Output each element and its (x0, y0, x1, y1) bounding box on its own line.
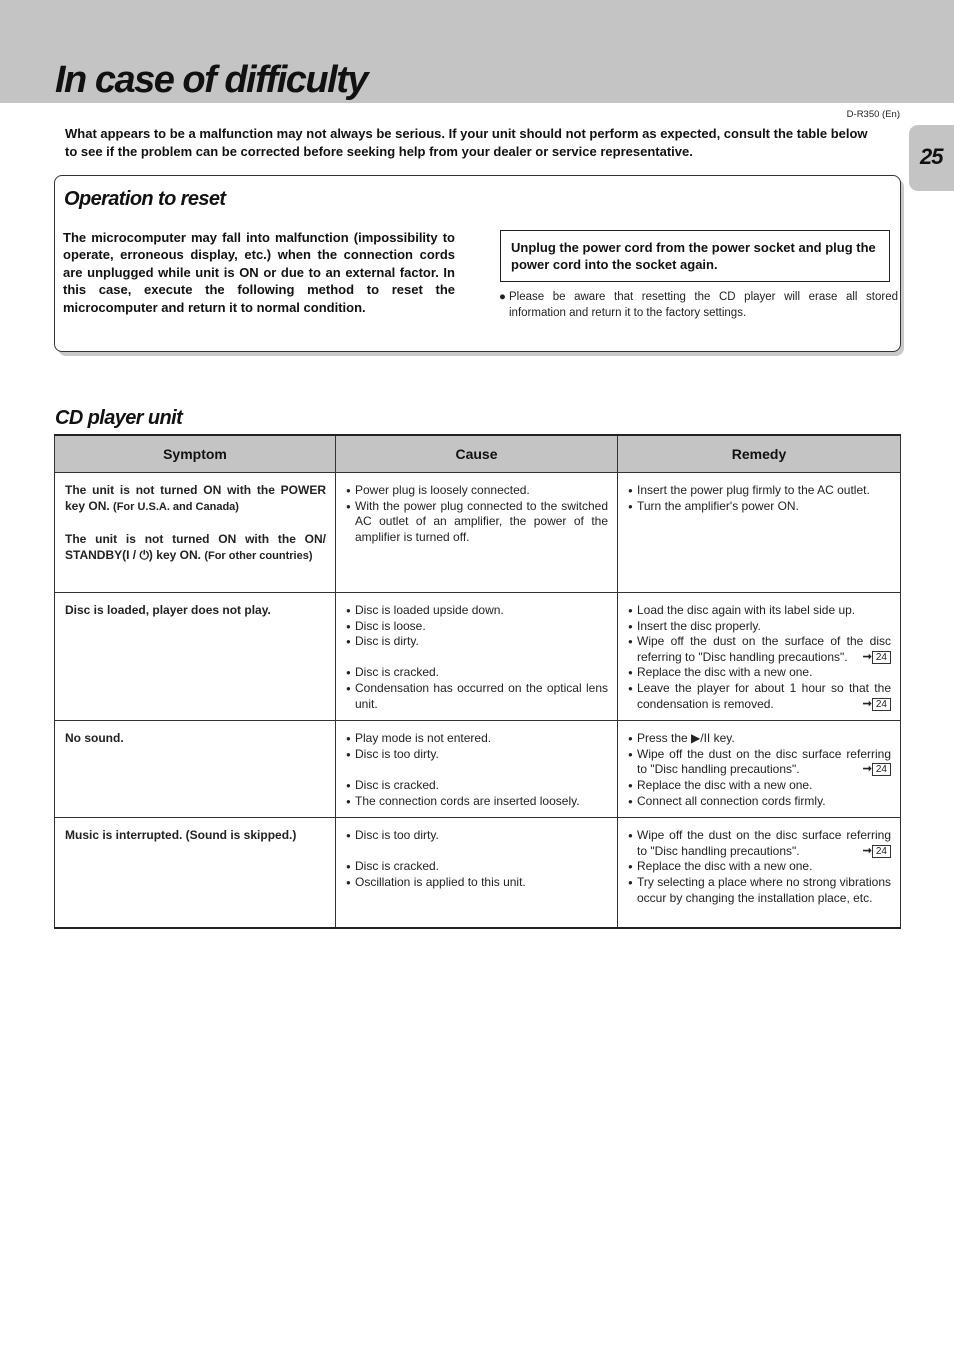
symptom-text: The unit is not turned ON with the POWER key ON. (65, 483, 326, 513)
list-item: ● Disc is loaded upside down. (346, 603, 608, 619)
list-item: ● Turn the amplifier's power ON. (628, 499, 891, 515)
book-page-icon: 24 (872, 698, 891, 711)
remedy-text: Wipe off the dust on the disc surface referring to "Disc handling precautions". (637, 828, 891, 858)
symptom-cell: Disc is loaded, player does not play. (55, 593, 336, 721)
list-item: ● Insert the power plug firmly to the AC outlet. (628, 483, 891, 499)
list-item (628, 828, 891, 859)
cause-cell (336, 473, 618, 593)
list-item: ● Connect all connection cords firmly. (628, 794, 891, 810)
page-reference (863, 762, 891, 778)
table-row (55, 593, 901, 721)
page-reference (863, 844, 891, 860)
remedy-list (628, 828, 891, 906)
column-header-cause: Cause (336, 435, 618, 473)
arrow-right-icon: ➞ (862, 697, 872, 710)
list-item: ● Disc is too dirty. (346, 747, 608, 763)
list-item: ● Power plug is loosely connected. (346, 483, 608, 499)
list-item: ● With the power plug connected to the switched AC outlet of an amplifier, the power of the amplifier is turned off. (346, 499, 608, 546)
symptom-region-note: (For U.S.A. and Canada) (113, 500, 239, 513)
list-item (628, 747, 891, 778)
reset-panel (54, 175, 901, 352)
symptom-cell (55, 473, 336, 593)
cause-list (346, 731, 608, 809)
book-page-icon: 24 (872, 651, 891, 664)
cause-list (346, 828, 608, 890)
table-row (55, 473, 901, 593)
spacer (346, 762, 608, 778)
reset-note (501, 290, 898, 321)
arrow-right-icon: ➞ (862, 844, 872, 857)
list-item: ● Insert the disc properly. (628, 619, 891, 635)
column-header-remedy: Remedy (618, 435, 901, 473)
list-item: ● Press the ▶/II key. (628, 731, 891, 747)
arrow-right-icon: ➞ (862, 763, 872, 776)
reset-description: The microcomputer may fall into malfunction (impossibility to operate, erroneous display, etc.) when the connection cords are unplugged while unit is ON or due to an external factor. In this case, execute the following method to reset the microcomputer and return it to normal condition. (63, 230, 455, 315)
reset-heading: Operation to reset (64, 188, 226, 210)
remedy-list (628, 603, 891, 712)
troubleshooting-table (54, 434, 901, 929)
intro-text: What appears to be a malfunction may not always be serious. If your unit should not perform as expected, consult the table below to see if the problem can be corrected before seeking help from your dealer or service representative. (65, 126, 868, 159)
page-reference (863, 650, 891, 666)
remedy-cell (618, 473, 901, 593)
list-item: ● Replace the disc with a new one. (628, 859, 891, 875)
list-item: ● The connection cords are inserted loosely. (346, 794, 608, 810)
arrow-right-icon: ➞ (862, 650, 872, 663)
column-header-symptom: Symptom (55, 435, 336, 473)
cause-cell (336, 593, 618, 721)
spacer (346, 650, 608, 666)
cause-list (346, 483, 608, 545)
remedy-text: Leave the player for about 1 hour so that the condensation is removed. (637, 680, 891, 711)
page-title: In case of difficulty (55, 59, 367, 101)
remedy-cell (618, 818, 901, 928)
list-item: ● Disc is cracked. (346, 859, 608, 875)
reset-note-text: Please be aware that resetting the CD player will erase all stored information and return it to the factory settings. (509, 291, 898, 319)
symptom-cell: No sound. (55, 721, 336, 818)
list-item: ● Play mode is not entered. (346, 731, 608, 747)
table-row (55, 721, 901, 818)
symptom-cell: Music is interrupted. (Sound is skipped.) (55, 818, 336, 928)
reset-instruction: Unplug the power cord from the power socket and plug the power cord into the socket again. (500, 230, 890, 282)
book-page-icon: 24 (872, 763, 891, 776)
list-item: ● Disc is cracked. (346, 665, 608, 681)
list-item: ● Oscillation is applied to this unit. (346, 875, 608, 891)
page-tab (909, 125, 954, 191)
list-item (628, 681, 891, 712)
list-item: ● Replace the disc with a new one. (628, 665, 891, 681)
list-item: ● Load the disc again with its label side up. (628, 603, 891, 619)
cause-list (346, 603, 608, 712)
list-item: ● Disc is too dirty. (346, 828, 608, 844)
table-row (55, 818, 901, 928)
list-item: ● Try selecting a place where no strong vibrations occur by changing the installation place, etc. (628, 875, 891, 906)
symptom-text: The unit is not turned ON with the ON/ STANDBY(I / ⏻) key ON. (65, 532, 326, 562)
cause-cell (336, 721, 618, 818)
symptom-region-note: (For other countries) (204, 549, 313, 562)
page-reference (863, 697, 891, 713)
remedy-cell (618, 721, 901, 818)
list-item: ● Disc is cracked. (346, 778, 608, 794)
table-header-row (55, 435, 901, 473)
model-code: D-R350 (En) (846, 109, 900, 120)
list-item: ● Disc is dirty. (346, 634, 608, 650)
cause-cell (336, 818, 618, 928)
remedy-text: Wipe off the dust on the surface of the disc referring to "Disc handling precautions". (637, 634, 891, 664)
remedy-text: Wipe off the dust on the disc surface referring to "Disc handling precautions". (637, 746, 891, 777)
bullet-icon: ● (499, 291, 506, 303)
cd-section-heading: CD player unit (55, 407, 183, 429)
book-page-icon: 24 (872, 845, 891, 858)
list-item: ● Disc is loose. (346, 619, 608, 635)
remedy-list (628, 483, 891, 514)
list-item: ● Condensation has occurred on the optical lens unit. (346, 681, 608, 712)
spacer (65, 515, 326, 532)
remedy-cell (618, 593, 901, 721)
list-item (628, 634, 891, 665)
list-item: ● Replace the disc with a new one. (628, 778, 891, 794)
spacer (346, 844, 608, 860)
page-number: 25 (920, 144, 943, 169)
remedy-list (628, 731, 891, 809)
